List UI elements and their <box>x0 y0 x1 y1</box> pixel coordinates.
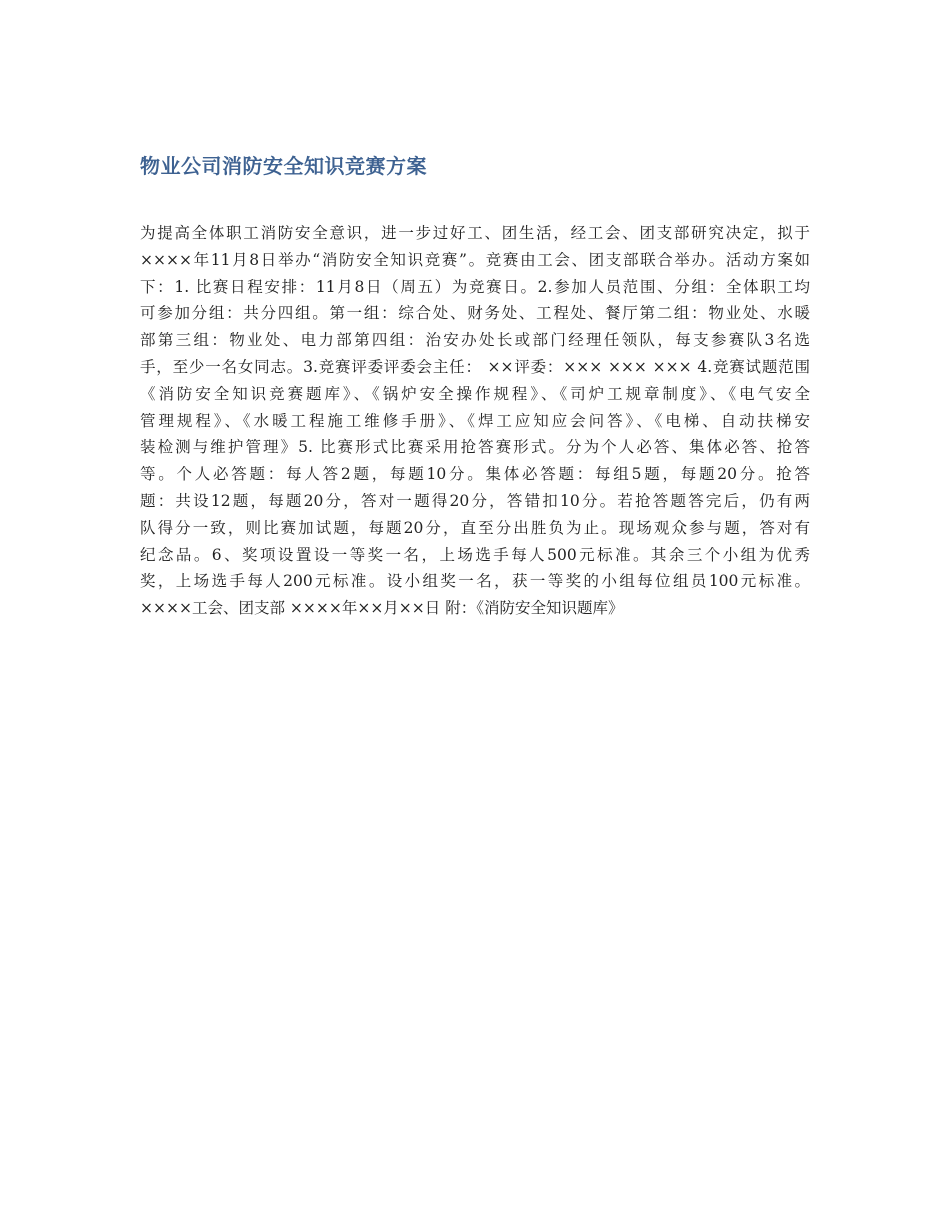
body-line: 下：1. 比赛日程安排：11月8日（周五）为竞赛日。2.参加人员范围、分组：全体职工均 <box>140 277 810 296</box>
body-line: 管理规程》、《水暖工程施工维修手册》、《焊工应知应会问答》、《电梯、自动扶梯安 <box>140 411 810 430</box>
body-line: 手，至少一名女同志。3.竞赛评委评委会主任： ××评委：××× ××× ××× 4.竞赛试题范围 <box>140 357 810 376</box>
body-line: 等。个人必答题：每人答2题，每题10分。集体必答题：每组5题，每题20分。抢答 <box>140 465 810 484</box>
document-body <box>140 220 810 622</box>
body-line: 奖，上场选手每人200元标准。设小组奖一名，获一等奖的小组每位组员100元标准。 <box>140 572 810 591</box>
body-line: 为提高全体职工消防安全意识，进一步过好工、团生活，经工会、团支部研究决定，拟于 <box>140 224 810 242</box>
body-line: 题：共设12题，每题20分，答对一题得20分，答错扣10分。若抢答题答完后，仍有两 <box>140 491 810 510</box>
document-title: 物业公司消防安全知识竞赛方案 <box>140 154 427 178</box>
body-line: 装检测与维护管理》5. 比赛形式比赛采用抢答赛形式。分为个人必答、集体必答、抢答 <box>140 438 810 457</box>
body-line: 队得分一致，则比赛加试题，每题20分，直至分出胜负为止。现场观众参与题，答对有 <box>140 518 810 537</box>
body-line: 部第三组：物业处、电力部第四组：治安办处长或部门经理任领队，每支参赛队3名选 <box>140 331 810 350</box>
body-line: 可参加分组：共分四组。第一组：综合处、财务处、工程处、餐厅第二组：物业处、水暖 <box>140 304 810 323</box>
body-line: 纪念品。6、奖项设置设一等奖一名，上场选手每人500元标准。其余三个小组为优秀 <box>140 545 810 564</box>
body-line: ××××年11月8日举办“消防安全知识竞赛”。竞赛由工会、团支部联合举办。活动方案如 <box>140 250 810 269</box>
body-line-last: ××××工会、团支部 ××××年××月××日 附：《消防安全知识题库》 <box>140 599 624 618</box>
body-line: 《消防安全知识竞赛题库》、《锅炉安全操作规程》、《司炉工规章制度》、《电气安全 <box>140 384 810 403</box>
